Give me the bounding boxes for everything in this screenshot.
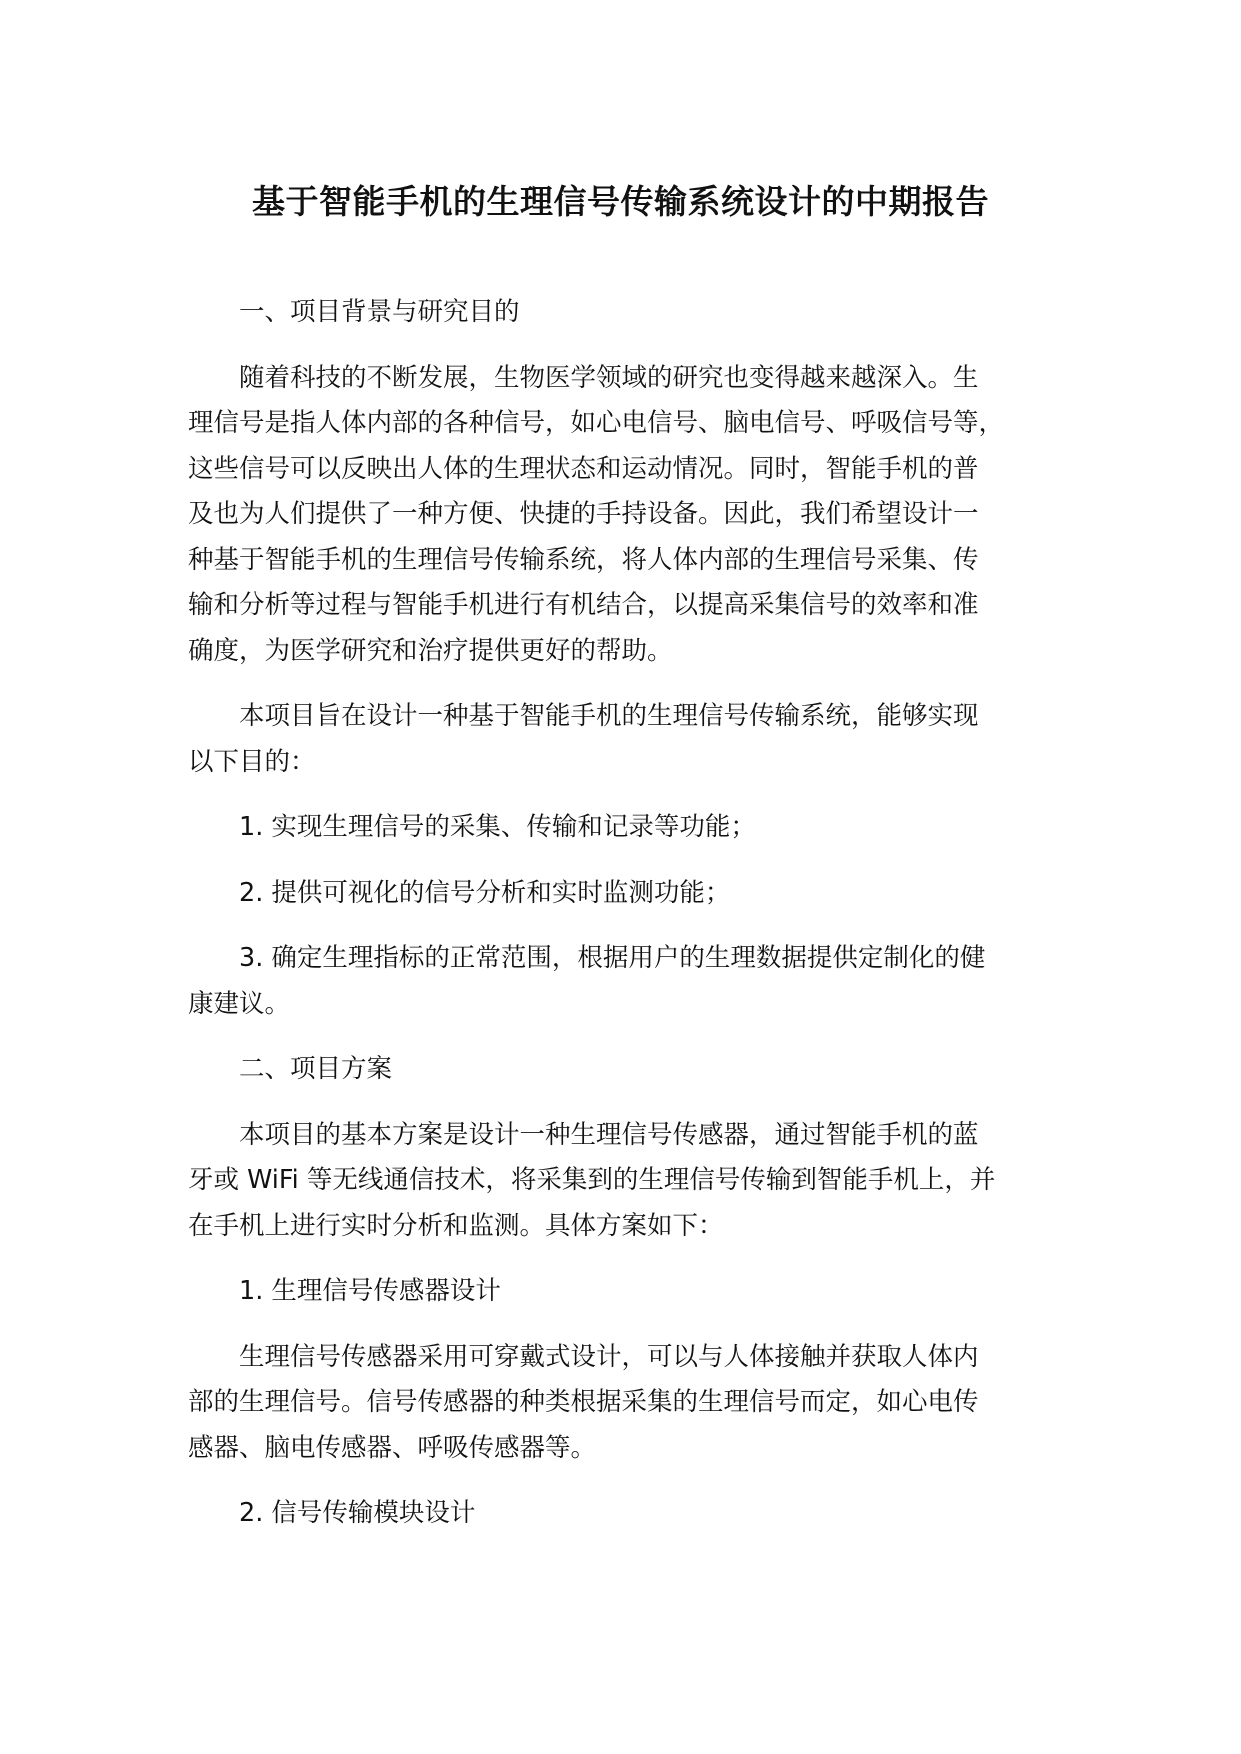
- document-body: [188, 290, 1048, 1557]
- paragraph-sensor-design: 生理信号传感器采用可穿戴式设计，可以与人体接触并获取人体内 部的生理信号。信号传感器的种类根据采集的生理信号而定，如心电传 感器、脑电传感器、呼吸传感器等。: [188, 1341, 979, 1463]
- paragraph-background: 随着科技的不断发展，生物医学领域的研究也变得越来越深入。生 理信号是指人体内部的各种信号，如心电信号、脑电信号、呼吸信号等， 这些信号可以反映出人体的生理状态和运动情况。同时，智能手机的普 及也为人们提供了一种方便、快捷的手持设备。因此，我们希望设计一 种基于智能手机的生理信号传输系统，将人体内部的生理信号采集、传 输和分析等过程与智能手机进行有机结合，以提高采集信号的效率和准 确度，为医学研究和治疗提供更好的帮助。: [188, 362, 1005, 666]
- list-item-objective-2: 2. 提供可视化的信号分析和实时监测功能；: [239, 877, 731, 908]
- subheading-transmission-module: 2. 信号传输模块设计: [239, 1498, 476, 1528]
- subheading-sensor-design: 1. 生理信号传感器设计: [239, 1276, 501, 1306]
- list-item-objective-1: 1. 实现生理信号的采集、传输和记录等功能；: [239, 812, 756, 842]
- document-title: 基于智能手机的生理信号传输系统设计的中期报告: [252, 182, 989, 221]
- section-heading-plan: 二、项目方案: [239, 1054, 393, 1084]
- paragraph-objectives-intro: 本项目旨在设计一种基于智能手机的生理信号传输系统，能够实现 以下目的：: [188, 701, 979, 777]
- list-item-objective-3: 3. 确定生理指标的正常范围，根据用户的生理数据提供定制化的健 康建议。: [188, 943, 986, 1019]
- paragraph-plan-overview: 本项目的基本方案是设计一种生理信号传感器，通过智能手机的蓝 牙或 WiFi 等无线通信技术，将采集到的生理信号传输到智能手机上，并 在手机上进行实时分析和监测。具体方案如下：: [188, 1119, 996, 1241]
- section-heading-background: 一、项目背景与研究目的: [239, 297, 520, 327]
